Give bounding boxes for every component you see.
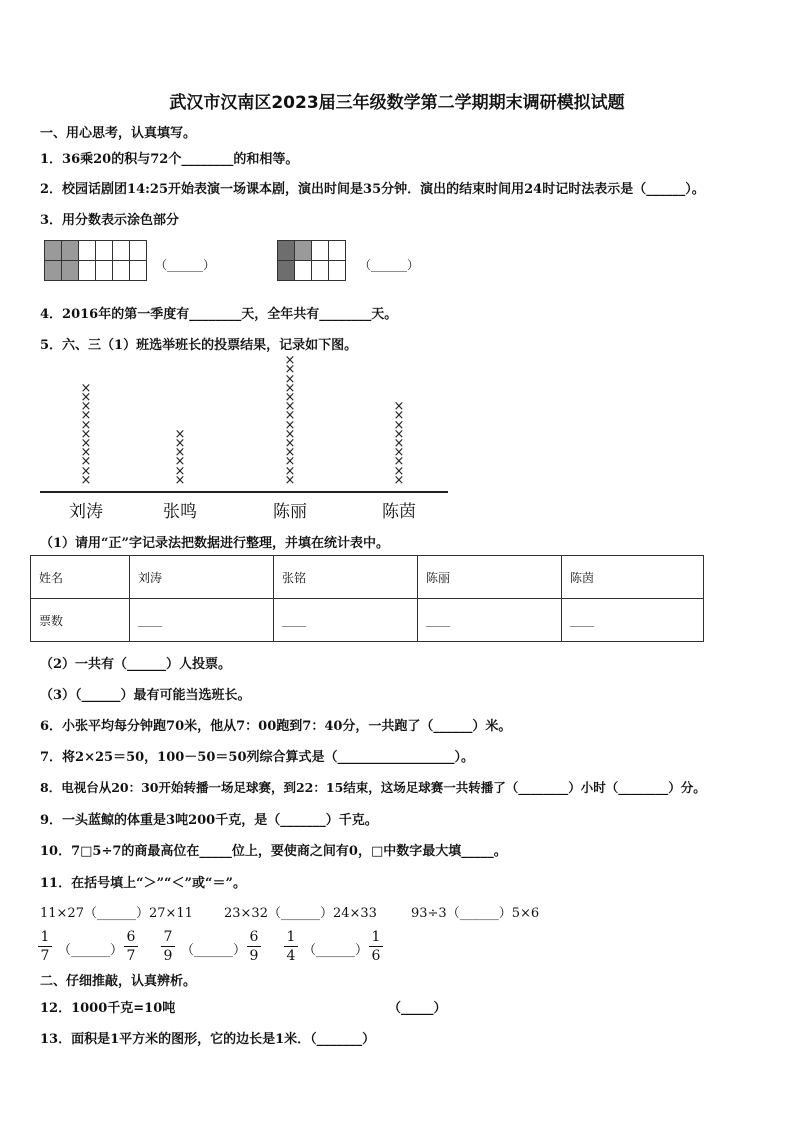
chart-baseline (40, 491, 448, 493)
stat-header-col: 陈丽 (418, 556, 562, 599)
denominator: 7 (40, 948, 50, 964)
section-2-heading: 二、仔细推敲，认真辨析。 (40, 974, 197, 989)
fraction (38, 928, 52, 965)
fraction (247, 928, 261, 965)
question-9: 9．一头蓝鲸的体重是3吨200千克，是（_______）千克。 (40, 813, 378, 828)
denominator: 9 (163, 948, 173, 964)
question-10: 10．7□5÷7的商最高位在_____位上，要使商之间有0，□中数字最大填_____。 (40, 844, 507, 859)
question-5-2: （2）一共有（______）人投票。 (40, 657, 232, 672)
category-label: 陈茵 (382, 502, 416, 522)
numerator: 1 (38, 928, 52, 947)
vote-bar: × × × × × × × × × × × × × × (284, 353, 296, 488)
vote-bar: × × × × × × × × × × × (80, 380, 92, 488)
numerator: 7 (161, 928, 175, 947)
stat-table-row (31, 599, 704, 642)
stat-row-label: 票数 (31, 599, 130, 642)
question-5-1: （1）请用“正”字记录法把数据进行整理，并填在统计表中。 (40, 536, 390, 551)
shaded-grid-a (44, 240, 147, 281)
numerator: 1 (369, 928, 383, 947)
fraction (284, 928, 298, 965)
fraction (369, 928, 383, 965)
category-label: 陈丽 (273, 502, 307, 522)
numerator: 6 (124, 928, 138, 947)
stat-header-col: 陈茵 (562, 556, 704, 599)
question-6: 6．小张平均每分钟跑70米，他从7：00跑到7：40分，一共跑了（______）米。 (40, 719, 512, 734)
question-7: 7．将2×25＝50，100－50＝50列综合算式是（__________________）。 (40, 750, 474, 765)
fraction (161, 928, 175, 965)
stat-table-header-row (31, 556, 704, 599)
question-13: 13．面积是1平方米的图形，它的边长是1米．（_______） (40, 1032, 376, 1047)
question-8: 8．电视台从20：30开始转播一场足球赛，到22：15结束，这场足球赛一共转播了（________）小时（________）分。 (40, 780, 706, 795)
stat-cell-blank: ____ (562, 599, 704, 642)
compare-expr-3: 93÷3（______）5×6 (411, 906, 540, 921)
stat-cell-blank: ____ (274, 599, 418, 642)
question-11: 11．在括号填上“＞”“＜”或“＝”。 (40, 876, 246, 891)
shaded-grid-b (277, 240, 346, 281)
stat-table (30, 555, 704, 642)
vote-bar: × × × × × × × × × (393, 399, 405, 488)
numerator: 6 (247, 928, 261, 947)
question-5: 5．六、三（1）班选举班长的投票结果，记录如下图。 (40, 338, 358, 353)
category-label: 张鸣 (163, 502, 197, 522)
compare-blank: （______） (181, 943, 247, 958)
page-title: 武汉市汉南区2023届三年级数学第二学期期末调研模拟试题 (169, 93, 625, 113)
denominator: 7 (126, 948, 136, 964)
stat-cell-blank: ____ (130, 599, 274, 642)
compare-expr-2: 23×32（______）24×33 (224, 906, 377, 921)
denominator: 4 (286, 948, 296, 964)
q3-answer-blank-a: （______） (155, 258, 216, 272)
q3-answer-blank-b: （______） (359, 258, 420, 272)
numerator: 1 (284, 928, 298, 947)
compare-expr-1: 11×27（______）27×11 (40, 906, 193, 921)
stat-header-name: 姓名 (31, 556, 130, 599)
stat-header-col: 张铭 (274, 556, 418, 599)
fraction (124, 928, 138, 965)
compare-blank: （______） (58, 943, 124, 958)
q12-answer-blank: （_____） (388, 1001, 447, 1016)
section-1-heading: 一、用心思考，认真填写。 (40, 126, 197, 141)
question-3: 3．用分数表示涂色部分 (40, 213, 180, 228)
question-1: 1．36乘20的积与72个________的和相等。 (40, 152, 299, 167)
question-5-3: （3）（______）最有可能当选班长。 (40, 688, 251, 703)
denominator: 9 (249, 948, 259, 964)
stat-cell-blank: ____ (418, 599, 562, 642)
category-label: 刘涛 (69, 502, 103, 522)
vote-bar: × × × × × × (174, 426, 186, 488)
question-4: 4．2016年的第一季度有________天，全年共有________天。 (40, 307, 398, 322)
question-12: 12．1000千克=10吨 (40, 1001, 176, 1016)
denominator: 6 (371, 948, 381, 964)
question-2: 2．校园话剧团14:25开始表演一场课本剧，演出时间是35分钟．演出的结束时间用24时记时法表示是（______）。 (40, 182, 705, 197)
compare-blank: （______） (303, 943, 369, 958)
stat-header-col: 刘涛 (130, 556, 274, 599)
